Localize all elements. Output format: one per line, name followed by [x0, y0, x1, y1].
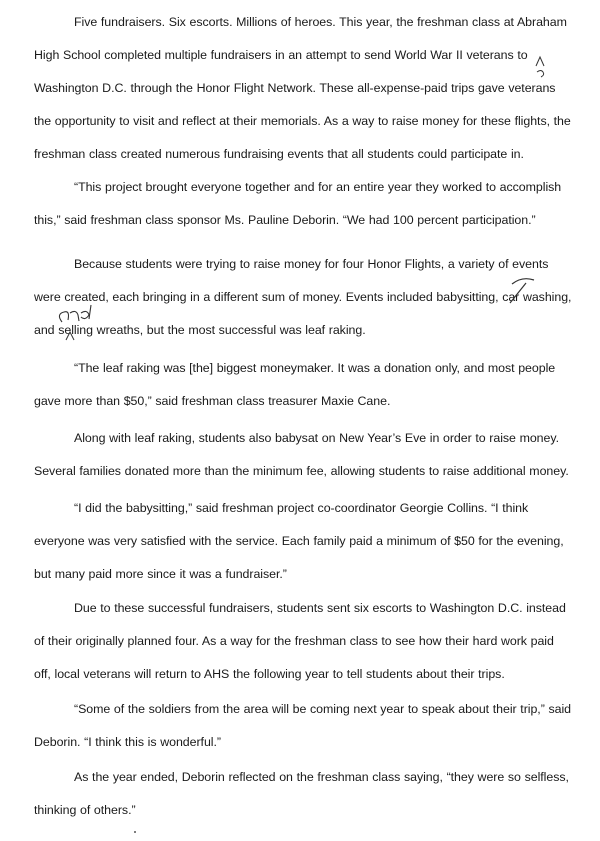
paragraph-events: Because students were trying to raise money for four Honor Flights, a variety of events were created, each bringing in a different sum of money. Events included babysitting, car washing, and selling wreaths, but the most successful was leaf raking.: [34, 257, 572, 337]
paragraph-conclusion: As the year ended, Deborin reflected on the freshman class saying, “they were so selfless, thinking of others.”: [34, 770, 569, 817]
stray-mark: [134, 831, 136, 833]
paragraph-coordinator-quote: “I did the babysitting,” said freshman project co-coordinator Georgie Collins. “I think everyone was very satisfied with the service. Each family paid a minimum of $50 for the evening, but many paid more since it was a fundraiser.”: [34, 501, 564, 581]
paragraph-intro: Five fundraisers. Six escorts. Millions of heroes. This year, the freshman class at Abraham High School completed multiple fundraisers in an attempt to send World War II veterans to Washington D.C. through the Honor Flight Network. These all-expense-paid trips gave veterans the opportunity to visit and reflect at their memorials. As a way to raise money for these flights, the freshman class created numerous fundraising events that all students could participate in.: [34, 15, 571, 161]
paragraph-babysitting: Along with leaf raking, students also babysat on New Year’s Eve in order to raise money. Several families donated more than the minimum fee, allowing students to raise additional money.: [34, 431, 569, 478]
paragraph-treasurer-quote: “The leaf raking was [the] biggest moneymaker. It was a donation only, and most people gave more than $50,” said freshman class treasurer Maxie Cane.: [34, 361, 556, 408]
paragraph-sponsor-quote: “This project brought everyone together and for an entire year they worked to accomplish this,” said freshman class sponsor Ms. Pauline Deborin. “We had 100 percent participation.”: [34, 180, 562, 227]
paragraph-deborin-quote: “Some of the soldiers from the area will be coming next year to speak about their trip,” said Deborin. “I think this is wonderful.”: [34, 702, 572, 749]
paragraph-escorts: Due to these successful fundraisers, students sent six escorts to Washington D.C. instead of their originally planned four. As a way for the freshman class to see how their hard work paid off, local veterans will return to AHS the following year to tell students about their trips.: [34, 601, 566, 681]
